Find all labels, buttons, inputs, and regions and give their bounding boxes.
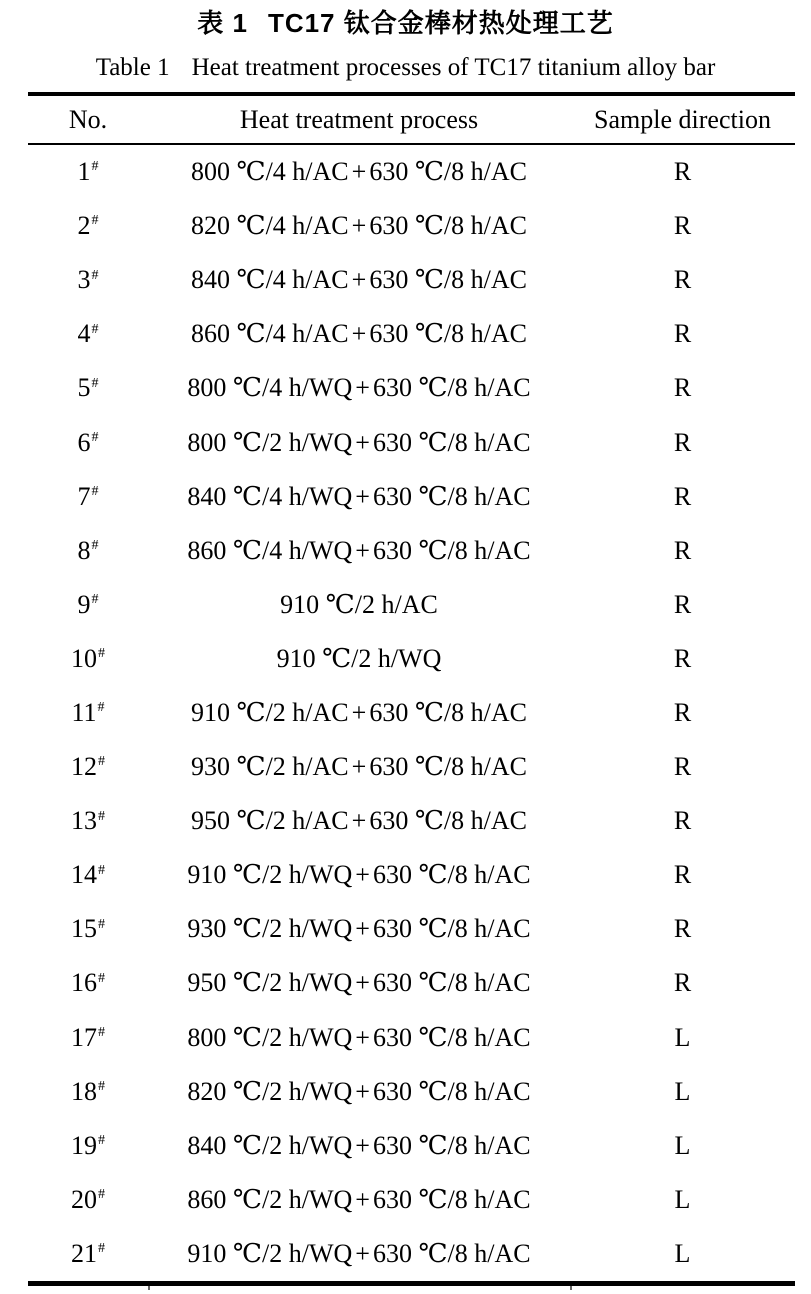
table-row <box>28 1119 795 1173</box>
row-number: 16 <box>71 968 97 998</box>
direction-cell: R <box>673 914 692 944</box>
hash-superscript: # <box>98 646 105 662</box>
hash-superscript: # <box>98 916 105 932</box>
hash-superscript: # <box>91 159 99 175</box>
row-number-cell <box>28 1239 148 1269</box>
row-number: 6 <box>77 427 91 457</box>
row-number-cell <box>28 265 148 295</box>
hash-superscript: # <box>98 1133 105 1149</box>
hash-superscript: # <box>91 321 99 337</box>
plus-joiner: + <box>355 1076 370 1106</box>
direction-cell: R <box>673 643 692 673</box>
hash-superscript: # <box>91 538 99 554</box>
plus-joiner: + <box>351 806 367 836</box>
hash-superscript: # <box>98 1241 105 1257</box>
heat-treatment-table <box>28 92 795 1286</box>
direction-cell: R <box>673 752 692 782</box>
plus-joiner: + <box>355 481 370 511</box>
table-row <box>28 794 795 848</box>
process-cell: 910 ℃/2 h/WQ + 630 ℃/8 h/AC <box>187 1238 531 1268</box>
row-number-cell <box>28 698 148 728</box>
hash-superscript: # <box>98 970 105 986</box>
table-row <box>28 1065 795 1119</box>
row-number-cell <box>28 373 148 403</box>
row-number-cell <box>28 1023 148 1053</box>
table-row <box>28 632 795 686</box>
row-number-cell <box>28 1131 148 1161</box>
table-row <box>28 848 795 902</box>
table-title-zh-text: TC17 钛合金棒材热处理工艺 <box>267 8 614 38</box>
process-cell: 950 ℃/2 h/WQ + 630 ℃/8 h/AC <box>187 968 531 998</box>
row-number: 3 <box>77 265 91 295</box>
row-number: 1 <box>77 157 91 187</box>
row-number: 18 <box>71 1076 97 1106</box>
row-number: 8 <box>77 535 91 565</box>
table-row <box>28 956 795 1010</box>
row-number: 10 <box>71 643 97 673</box>
table-title-zh-label: 表 1 <box>197 8 248 38</box>
process-cell: 950 ℃/2 h/AC + 630 ℃/8 h/AC <box>191 806 527 836</box>
row-number-cell <box>28 590 148 620</box>
row-number: 14 <box>71 860 97 890</box>
direction-cell: R <box>673 697 692 727</box>
table-row <box>28 686 795 740</box>
row-number: 15 <box>71 914 97 944</box>
plus-joiner: + <box>355 914 370 944</box>
row-number: 5 <box>77 373 91 403</box>
table-row <box>28 307 795 361</box>
plus-joiner: + <box>355 373 370 403</box>
direction-cell: R <box>673 589 692 619</box>
table-row <box>28 145 795 199</box>
plus-joiner: + <box>355 860 370 890</box>
direction-cell: R <box>673 265 692 295</box>
table-row <box>28 415 795 469</box>
plus-joiner: + <box>355 1238 370 1268</box>
row-number: 12 <box>71 752 97 782</box>
direction-cell: L <box>674 1076 691 1106</box>
row-number: 17 <box>71 1022 97 1052</box>
process-cell: 910 ℃/2 h/WQ <box>276 643 442 673</box>
process-cell: 800 ℃/2 h/WQ + 630 ℃/8 h/AC <box>187 1022 531 1052</box>
process-cell: 910 ℃/2 h/WQ + 630 ℃/8 h/AC <box>187 860 531 890</box>
process-cell: 840 ℃/2 h/WQ + 630 ℃/8 h/AC <box>187 1130 531 1160</box>
hash-superscript: # <box>91 592 99 608</box>
hash-superscript: # <box>91 267 99 283</box>
direction-cell: L <box>674 1130 691 1160</box>
row-number-cell <box>28 211 148 241</box>
row-number-cell <box>28 157 148 187</box>
table-row <box>28 524 795 578</box>
row-number-cell <box>28 914 148 944</box>
direction-cell: R <box>673 373 692 403</box>
row-number-cell <box>28 1185 148 1215</box>
row-number-cell <box>28 860 148 890</box>
row-number: 4 <box>77 319 91 349</box>
plus-joiner: + <box>351 752 367 782</box>
row-number-cell <box>28 644 148 674</box>
hash-superscript: # <box>98 754 105 770</box>
hash-superscript: # <box>91 375 99 391</box>
direction-cell: R <box>673 211 692 241</box>
process-cell: 840 ℃/4 h/AC + 630 ℃/8 h/AC <box>191 265 527 295</box>
table-row <box>28 740 795 794</box>
process-cell: 860 ℃/4 h/WQ + 630 ℃/8 h/AC <box>187 535 531 565</box>
row-number: 11 <box>71 697 97 727</box>
process-cell: 930 ℃/2 h/AC + 630 ℃/8 h/AC <box>191 752 527 782</box>
table-row <box>28 578 795 632</box>
direction-cell: R <box>673 157 692 187</box>
plus-joiner: + <box>351 697 367 727</box>
table-row <box>28 470 795 524</box>
plus-joiner: + <box>355 968 370 998</box>
process-cell: 800 ℃/4 h/WQ + 630 ℃/8 h/AC <box>187 373 531 403</box>
hash-superscript: # <box>91 429 99 445</box>
plus-joiner: + <box>351 211 367 241</box>
plus-joiner: + <box>351 319 367 349</box>
table-row <box>28 361 795 415</box>
hash-superscript: # <box>91 483 99 499</box>
column-header-direction: Sample direction <box>594 104 771 134</box>
process-cell: 820 ℃/4 h/AC + 630 ℃/8 h/AC <box>191 211 527 241</box>
hash-superscript: # <box>98 1187 105 1203</box>
row-number-cell <box>28 428 148 458</box>
plus-joiner: + <box>351 265 367 295</box>
row-number-cell <box>28 319 148 349</box>
table-title-zh <box>0 0 811 38</box>
row-number-cell <box>28 752 148 782</box>
direction-cell: R <box>673 319 692 349</box>
column-header-no: No. <box>68 104 108 134</box>
direction-cell: L <box>674 1022 691 1052</box>
table-title-en-text: Heat treatment processes of TC17 titanium alloy bar <box>191 54 716 81</box>
table-row <box>28 902 795 956</box>
row-number-cell <box>28 968 148 998</box>
plus-joiner: + <box>355 427 370 457</box>
direction-cell: R <box>673 481 692 511</box>
row-number: 20 <box>71 1184 97 1214</box>
row-number-cell <box>28 1077 148 1107</box>
process-cell: 820 ℃/2 h/WQ + 630 ℃/8 h/AC <box>187 1076 531 1106</box>
table-title-en <box>0 54 811 82</box>
column-boundary-tick <box>570 1286 572 1290</box>
hash-superscript: # <box>97 700 105 716</box>
process-cell: 860 ℃/2 h/WQ + 630 ℃/8 h/AC <box>187 1184 531 1214</box>
row-number-cell <box>28 806 148 836</box>
table-row <box>28 253 795 307</box>
table-row <box>28 1227 795 1281</box>
hash-superscript: # <box>98 808 105 824</box>
direction-cell: R <box>673 535 692 565</box>
table-row <box>28 1173 795 1227</box>
process-cell: 910 ℃/2 h/AC <box>280 589 438 619</box>
table-header-row <box>28 96 795 143</box>
table-body <box>28 145 795 1281</box>
table-bottom-rule <box>28 1281 795 1286</box>
table-row <box>28 199 795 253</box>
row-number-cell <box>28 536 148 566</box>
direction-cell: R <box>673 806 692 836</box>
hash-superscript: # <box>91 213 99 229</box>
plus-joiner: + <box>351 157 367 187</box>
row-number: 13 <box>71 806 97 836</box>
plus-joiner: + <box>355 1022 370 1052</box>
direction-cell: R <box>673 968 692 998</box>
process-cell: 910 ℃/2 h/AC + 630 ℃/8 h/AC <box>191 697 527 727</box>
row-number-cell <box>28 482 148 512</box>
hash-superscript: # <box>98 862 105 878</box>
direction-cell: L <box>674 1184 691 1214</box>
table-title-en-label: Table 1 <box>95 54 170 81</box>
process-cell: 840 ℃/4 h/WQ + 630 ℃/8 h/AC <box>187 481 531 511</box>
table-row <box>28 1011 795 1065</box>
direction-cell: L <box>674 1238 691 1268</box>
column-header-process: Heat treatment process <box>239 104 479 134</box>
plus-joiner: + <box>355 535 370 565</box>
row-number: 2 <box>77 211 91 241</box>
process-cell: 930 ℃/2 h/WQ + 630 ℃/8 h/AC <box>187 914 531 944</box>
hash-superscript: # <box>98 1078 105 1094</box>
direction-cell: R <box>673 860 692 890</box>
plus-joiner: + <box>355 1184 370 1214</box>
direction-cell: R <box>673 427 692 457</box>
plus-joiner: + <box>355 1130 370 1160</box>
process-cell: 800 ℃/2 h/WQ + 630 ℃/8 h/AC <box>187 427 531 457</box>
row-number: 9 <box>77 589 91 619</box>
column-boundary-tick <box>148 1286 150 1290</box>
process-cell: 860 ℃/4 h/AC + 630 ℃/8 h/AC <box>191 319 527 349</box>
process-cell: 800 ℃/4 h/AC + 630 ℃/8 h/AC <box>191 157 527 187</box>
row-number: 7 <box>77 481 91 511</box>
row-number: 21 <box>71 1238 97 1268</box>
hash-superscript: # <box>98 1024 105 1040</box>
row-number: 19 <box>71 1130 97 1160</box>
